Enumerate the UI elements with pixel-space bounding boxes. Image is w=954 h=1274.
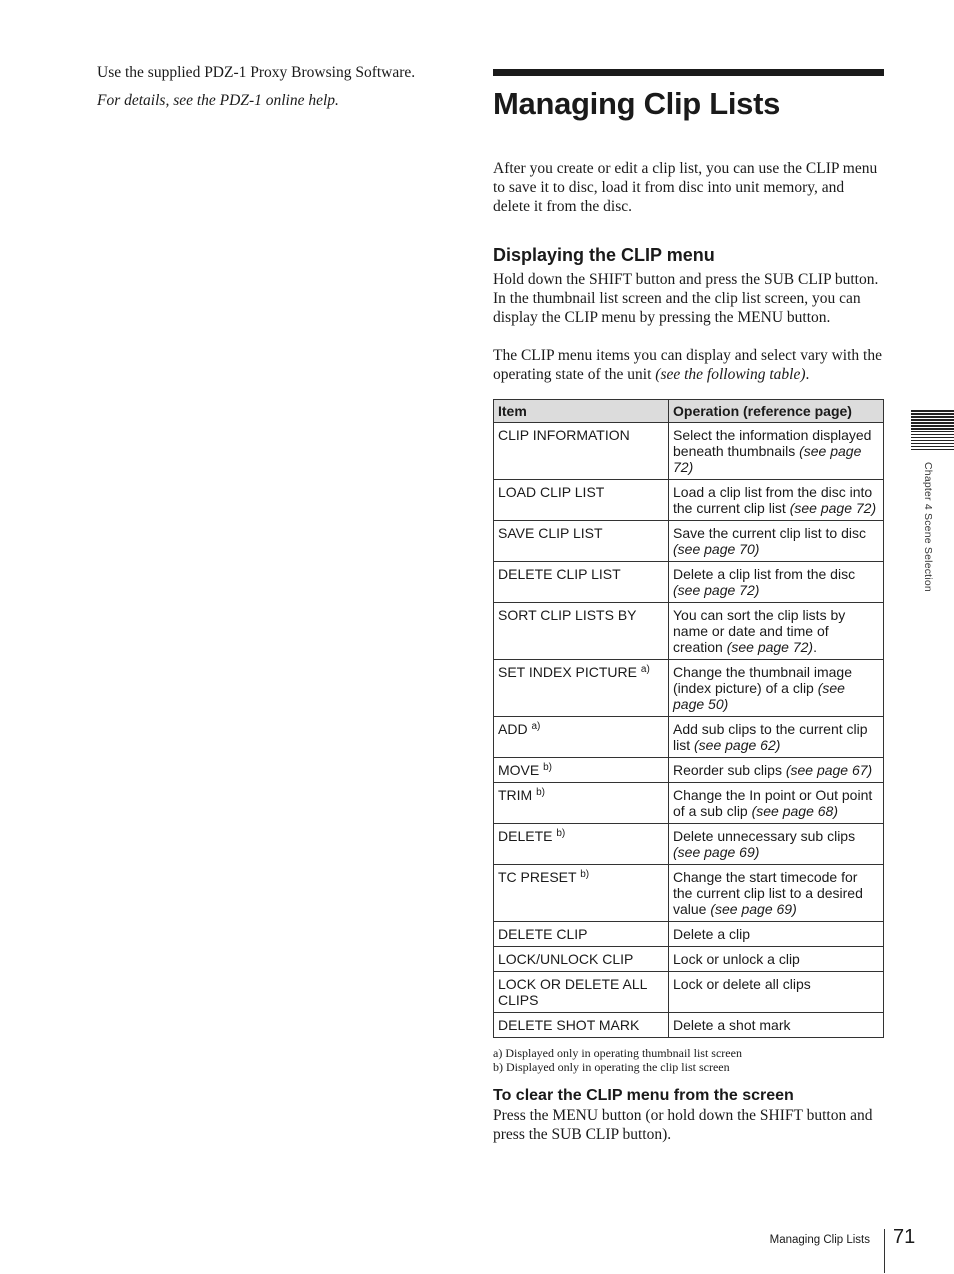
operation-cell — [669, 659, 884, 716]
left-column — [97, 63, 467, 111]
menu-item-name: SAVE CLIP LIST — [498, 524, 603, 541]
footnote-marker: b) — [580, 868, 590, 880]
operation-text: Delete a shot mark — [673, 1016, 791, 1033]
section-title: Managing Clip Lists — [493, 86, 781, 121]
para3-ref: (see the following table) — [655, 366, 806, 384]
menu-item-name: LOCK/UNLOCK CLIP — [498, 950, 634, 967]
footnotes — [493, 1046, 884, 1074]
operation-text: Select the information displayed beneath thumbnails — [673, 426, 872, 459]
table-row — [494, 479, 884, 520]
menu-item-cell — [494, 520, 669, 561]
table-row — [494, 1012, 884, 1037]
operation-cell — [669, 1012, 884, 1037]
chapter-tab-label: Chapter 4 Scene Selection — [922, 462, 934, 592]
menu-item-name: DELETE CLIP — [498, 925, 588, 942]
menu-item-name: TC PRESET — [498, 868, 577, 885]
page-reference: (see page 72) — [673, 581, 760, 598]
menu-item-cell — [494, 716, 669, 757]
software-note: Use the supplied PDZ-1 Proxy Browsing Software. — [97, 64, 416, 81]
operation-text: Save the current clip list to disc — [673, 524, 866, 541]
operation-suffix: . — [813, 638, 817, 655]
footnote-marker: b) — [536, 786, 546, 798]
menu-item-name: DELETE SHOT MARK — [498, 1016, 640, 1033]
page-reference: (see page 72) — [726, 638, 814, 655]
intro-paragraph: After you create or edit a clip list, you can use the CLIP menu to save it to disc, load it from disc into unit memory, and delete it from the disc. — [493, 160, 878, 216]
operation-text: Change the thumbnail image (index picture) of a clip — [673, 663, 853, 696]
title-rule — [493, 69, 884, 76]
operation-cell — [669, 602, 884, 659]
chapter-tab-bars — [911, 410, 954, 452]
menu-item-name: LOAD CLIP LIST — [498, 483, 605, 500]
para3-text: The CLIP menu items you can display and select vary with the operating state of the unit — [493, 347, 882, 384]
operation-text: Add sub clips to the current clip list — [673, 720, 868, 753]
operation-cell — [669, 716, 884, 757]
menu-item-cell — [494, 782, 669, 823]
table-row — [494, 520, 884, 561]
menu-item-cell — [494, 479, 669, 520]
displaying-para1: Hold down the SHIFT button and press the SUB CLIP button. — [493, 270, 879, 288]
table-row — [494, 422, 884, 479]
table-row — [494, 921, 884, 946]
menu-item-name: SORT CLIP LISTS BY — [498, 606, 637, 623]
footer-section-label: Managing Clip Lists — [769, 1234, 870, 1246]
clear-heading: To clear the CLIP menu from the screen — [493, 1086, 794, 1104]
operation-text: Delete unnecessary sub clips — [673, 827, 856, 844]
menu-item-cell — [494, 921, 669, 946]
operation-cell — [669, 561, 884, 602]
page-reference: (see page 50) — [673, 679, 845, 712]
page-reference: (see page 62) — [694, 736, 781, 753]
operation-text: Delete a clip — [673, 925, 751, 942]
operation-cell — [669, 782, 884, 823]
displaying-heading: Displaying the CLIP menu — [493, 244, 715, 265]
menu-item-cell — [494, 422, 669, 479]
table-row — [494, 602, 884, 659]
menu-item-cell — [494, 757, 669, 782]
footnote-marker: a) — [640, 663, 650, 675]
displaying-para2: In the thumbnail list screen and the clip list screen, you can display the CLIP menu by pressing the MENU button. — [493, 289, 861, 327]
menu-item-cell — [494, 659, 669, 716]
page-reference: (see page 67) — [785, 761, 873, 778]
operation-text: Lock or delete all clips — [673, 975, 811, 992]
table-row — [494, 659, 884, 716]
table-body — [494, 422, 884, 1037]
operation-text: Delete a clip list from the disc — [673, 565, 856, 582]
table-row — [494, 716, 884, 757]
menu-item-cell — [494, 864, 669, 921]
footnote-marker: a) — [531, 720, 541, 732]
footnote-a: a) Displayed only in operating thumbnail list screen — [493, 1045, 742, 1060]
menu-item-name: DELETE — [498, 827, 553, 844]
operation-text: You can sort the clip lists by name or date and time of creation — [673, 606, 846, 655]
menu-item-name: SET INDEX PICTURE — [498, 663, 637, 680]
operation-cell — [669, 479, 884, 520]
table-row — [494, 864, 884, 921]
footer-divider — [884, 1229, 885, 1273]
operation-cell — [669, 921, 884, 946]
main-column — [493, 69, 884, 1144]
operation-cell — [669, 946, 884, 971]
header-operation: Operation (reference page) — [669, 399, 884, 422]
menu-item-cell — [494, 971, 669, 1012]
operation-cell — [669, 520, 884, 561]
table-header-row — [494, 399, 884, 422]
operation-text: Reorder sub clips — [673, 761, 786, 778]
page-reference: (see page 68) — [751, 802, 839, 819]
menu-item-name: TRIM — [498, 786, 533, 803]
page-reference: (see page 69) — [673, 843, 760, 860]
operation-cell — [669, 864, 884, 921]
clear-body: Press the MENU button (or hold down the SHIFT button and press the SUB CLIP button). — [493, 1106, 873, 1143]
table-row — [494, 561, 884, 602]
menu-item-cell — [494, 561, 669, 602]
menu-item-name: MOVE — [498, 761, 540, 778]
page-reference: (see page 72) — [789, 499, 877, 516]
table-row — [494, 757, 884, 782]
menu-item-cell — [494, 602, 669, 659]
table-row — [494, 782, 884, 823]
para3-suffix: . — [805, 366, 810, 384]
operation-cell — [669, 823, 884, 864]
header-item: Item — [494, 399, 669, 422]
footnote-b: b) Displayed only in operating the clip list screen — [493, 1059, 730, 1074]
menu-item-name: LOCK OR DELETE ALL CLIPS — [498, 975, 647, 1008]
page-reference: (see page 69) — [710, 900, 797, 917]
footnote-marker: b) — [556, 827, 566, 839]
page-reference: (see page 70) — [673, 540, 760, 557]
operation-text: Lock or unlock a clip — [673, 950, 800, 967]
operation-cell — [669, 422, 884, 479]
operation-text: Change the start timecode for the current clip list to a desired value — [673, 868, 863, 917]
menu-item-cell — [494, 1012, 669, 1037]
menu-item-name: DELETE CLIP LIST — [498, 565, 621, 582]
clip-menu-table — [493, 399, 884, 1038]
page-reference: (see page 72) — [673, 442, 862, 475]
operation-text: Load a clip list from the disc into the current clip list — [673, 483, 873, 516]
operation-cell — [669, 971, 884, 1012]
operation-text: Change the In point or Out point of a sub clip — [673, 786, 873, 819]
menu-item-cell — [494, 946, 669, 971]
online-help-note: For details, see the PDZ-1 online help. — [97, 92, 339, 109]
page-number: 71 — [893, 1226, 916, 1248]
spacer — [493, 327, 884, 346]
table-row — [494, 971, 884, 1012]
footnote-marker: b) — [543, 761, 553, 773]
menu-item-name: ADD — [498, 720, 528, 737]
displaying-para3 — [493, 346, 884, 384]
table-row — [494, 823, 884, 864]
menu-item-name: CLIP INFORMATION — [498, 426, 630, 443]
menu-item-cell — [494, 823, 669, 864]
table-row — [494, 946, 884, 971]
operation-cell — [669, 757, 884, 782]
